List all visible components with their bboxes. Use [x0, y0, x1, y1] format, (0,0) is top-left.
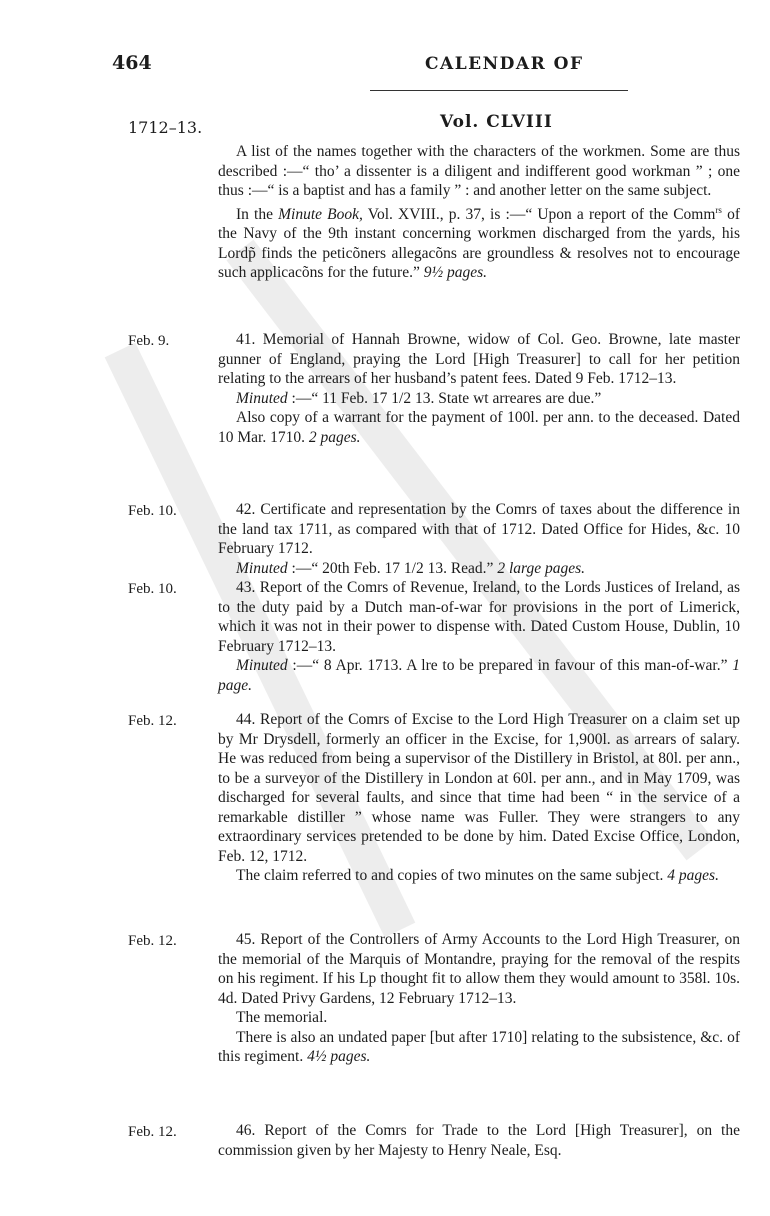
entry-pages: 2 large pages.	[497, 559, 585, 577]
entry-45	[218, 930, 740, 1067]
entry-42	[218, 500, 740, 578]
intro-paragraph-1: A list of the names together with the characters of the workmen. Some are thus described :—“ tho’ a dissenter is a diligent and indifferent good workman ” ; one thus :—“ is a baptist and has a family ” : and another letter on the same subject.	[218, 143, 740, 199]
entry-main: 42. Certificate and representation by the Comrs of taxes about the difference in the land tax 1711, as compared with that of 1712. Dated Office for Hides, &c. 10 February 1712.	[218, 501, 740, 557]
minuted-text: :—“ 20th Feb. 17 1/2 13. Read.”	[291, 559, 494, 577]
entry-main: 43. Report of the Comrs of Revenue, Ireland, to the Lords Justices of Ireland, as to the duty paid by a Dutch man-of-war for provisions in the port of Limerick, which it was not in their power to dispense with. Dated Custom House, Dublin, 10 February 1712–13.	[218, 579, 740, 655]
page-header	[0, 52, 770, 80]
minute-book-title: Minute Book,	[278, 205, 363, 223]
entry-main: 45. Report of the Controllers of Army Accounts to the Lord High Treasurer, on the memorial of the Marquis of Montandre, praying for the removal of the respits on his regiment. If his Lp thought fit to allow them they would amount to 358l. 10s. 4d. Dated Privy Gardens, 12 February 1712–13.	[218, 931, 740, 1007]
extra-text: There is also an undated paper [but after 1710] relating to the subsistence, &c. of this regiment.	[218, 1028, 740, 1065]
entry-extra-1: The memorial.	[236, 1009, 328, 1026]
entry-main: 41. Memorial of Hannah Browne, widow of Col. Geo. Browne, late master gunner of England, praying the Lord [High Treasurer] to call for her petition relating to the arrears of her husband’s patent fees. Dated 9 Feb. 1712–13.	[218, 331, 740, 387]
entry-extra	[218, 1028, 740, 1067]
year-range: 1712–13.	[128, 118, 203, 137]
entry-pages: 4½ pages.	[307, 1048, 371, 1065]
entry-main: 44. Report of the Comrs of Excise to the Lord High Treasurer on a claim set up by Mr Drysdell, formerly an officer in the Excise, for 1,900l. as arrears of salary. He was reduced from being a supervisor of the Distillery in Bristol, at 80l. per ann., to be a surveyor of the Distillery in London at 60l. per ann., and in May 1709, was discharged for several faults, and since that time had been “ in the service of a remarkable distiller ” whose name was Fuller. They were strangers to any extraordinary services pretended to be done by him. Dated Excise Office, London, Feb. 12, 1712.	[218, 711, 740, 865]
intro-pages: 9½ pages.	[423, 264, 488, 282]
minuted-text: :—“ 8 Apr. 1713. A lre to be prepared in favour of this man-of-war.”	[292, 657, 728, 674]
entry-main: 46. Report of the Comrs for Trade to the Lord [High Treasurer], on the commission given by her Majesty to Henry Neale, Esq.	[218, 1122, 740, 1159]
entry-pages: 4 pages.	[667, 867, 719, 884]
volume-heading	[0, 112, 770, 136]
minuted-label: Minuted	[236, 389, 288, 407]
entry-41	[218, 330, 740, 447]
entry-date: Feb. 10.	[128, 581, 177, 597]
volume-title: Vol. CLVIII	[440, 112, 553, 132]
intro-text: Vol. XVIII., p. 37, is :—“ Upon a report of the Comm	[367, 205, 716, 223]
header-rule	[370, 90, 628, 91]
running-title: CALENDAR OF	[425, 54, 584, 74]
entry-date: Feb. 12.	[128, 713, 177, 729]
entry-44	[218, 710, 740, 886]
entry-date: Feb. 9.	[128, 333, 170, 349]
minuted-text: :—“ 11 Feb. 17 1/2 13. State wt arreares are due.”	[291, 389, 602, 407]
entry-extra	[218, 866, 740, 886]
entry-extra	[218, 408, 740, 447]
intro-paragraph-2	[218, 201, 740, 283]
entry-date: Feb. 12.	[128, 1124, 177, 1140]
intro-lead: In the	[236, 205, 273, 223]
intro-sup: rs	[715, 204, 722, 215]
entry-46	[218, 1121, 740, 1160]
entry-pages: 1 page.	[218, 657, 741, 694]
intro-text-2: of the Navy of the 9th instant concerning workmen discharged from the yards, his Lordp̃ finds the peticõners allegacõns are groundless & resolves not to encourage such applicacõns for the future.”	[218, 205, 740, 282]
entry-minuted	[218, 656, 740, 695]
entry-date: Feb. 10.	[128, 503, 177, 519]
minuted-label: Minuted	[236, 657, 288, 674]
entry-minuted	[218, 559, 740, 579]
extra-text: The claim referred to and copies of two minutes on the same subject.	[236, 867, 664, 884]
entry-pages: 2 pages.	[308, 428, 361, 446]
minuted-label: Minuted	[236, 559, 288, 577]
extra-text: Also copy of a warrant for the payment of 100l. per ann. to the deceased. Dated 10 Mar. 1710.	[218, 409, 740, 446]
entry-minuted	[218, 389, 740, 409]
entry-date: Feb. 12.	[128, 933, 177, 949]
intro-block	[218, 142, 740, 283]
page-number: 464	[112, 52, 152, 74]
entry-43	[218, 578, 740, 695]
